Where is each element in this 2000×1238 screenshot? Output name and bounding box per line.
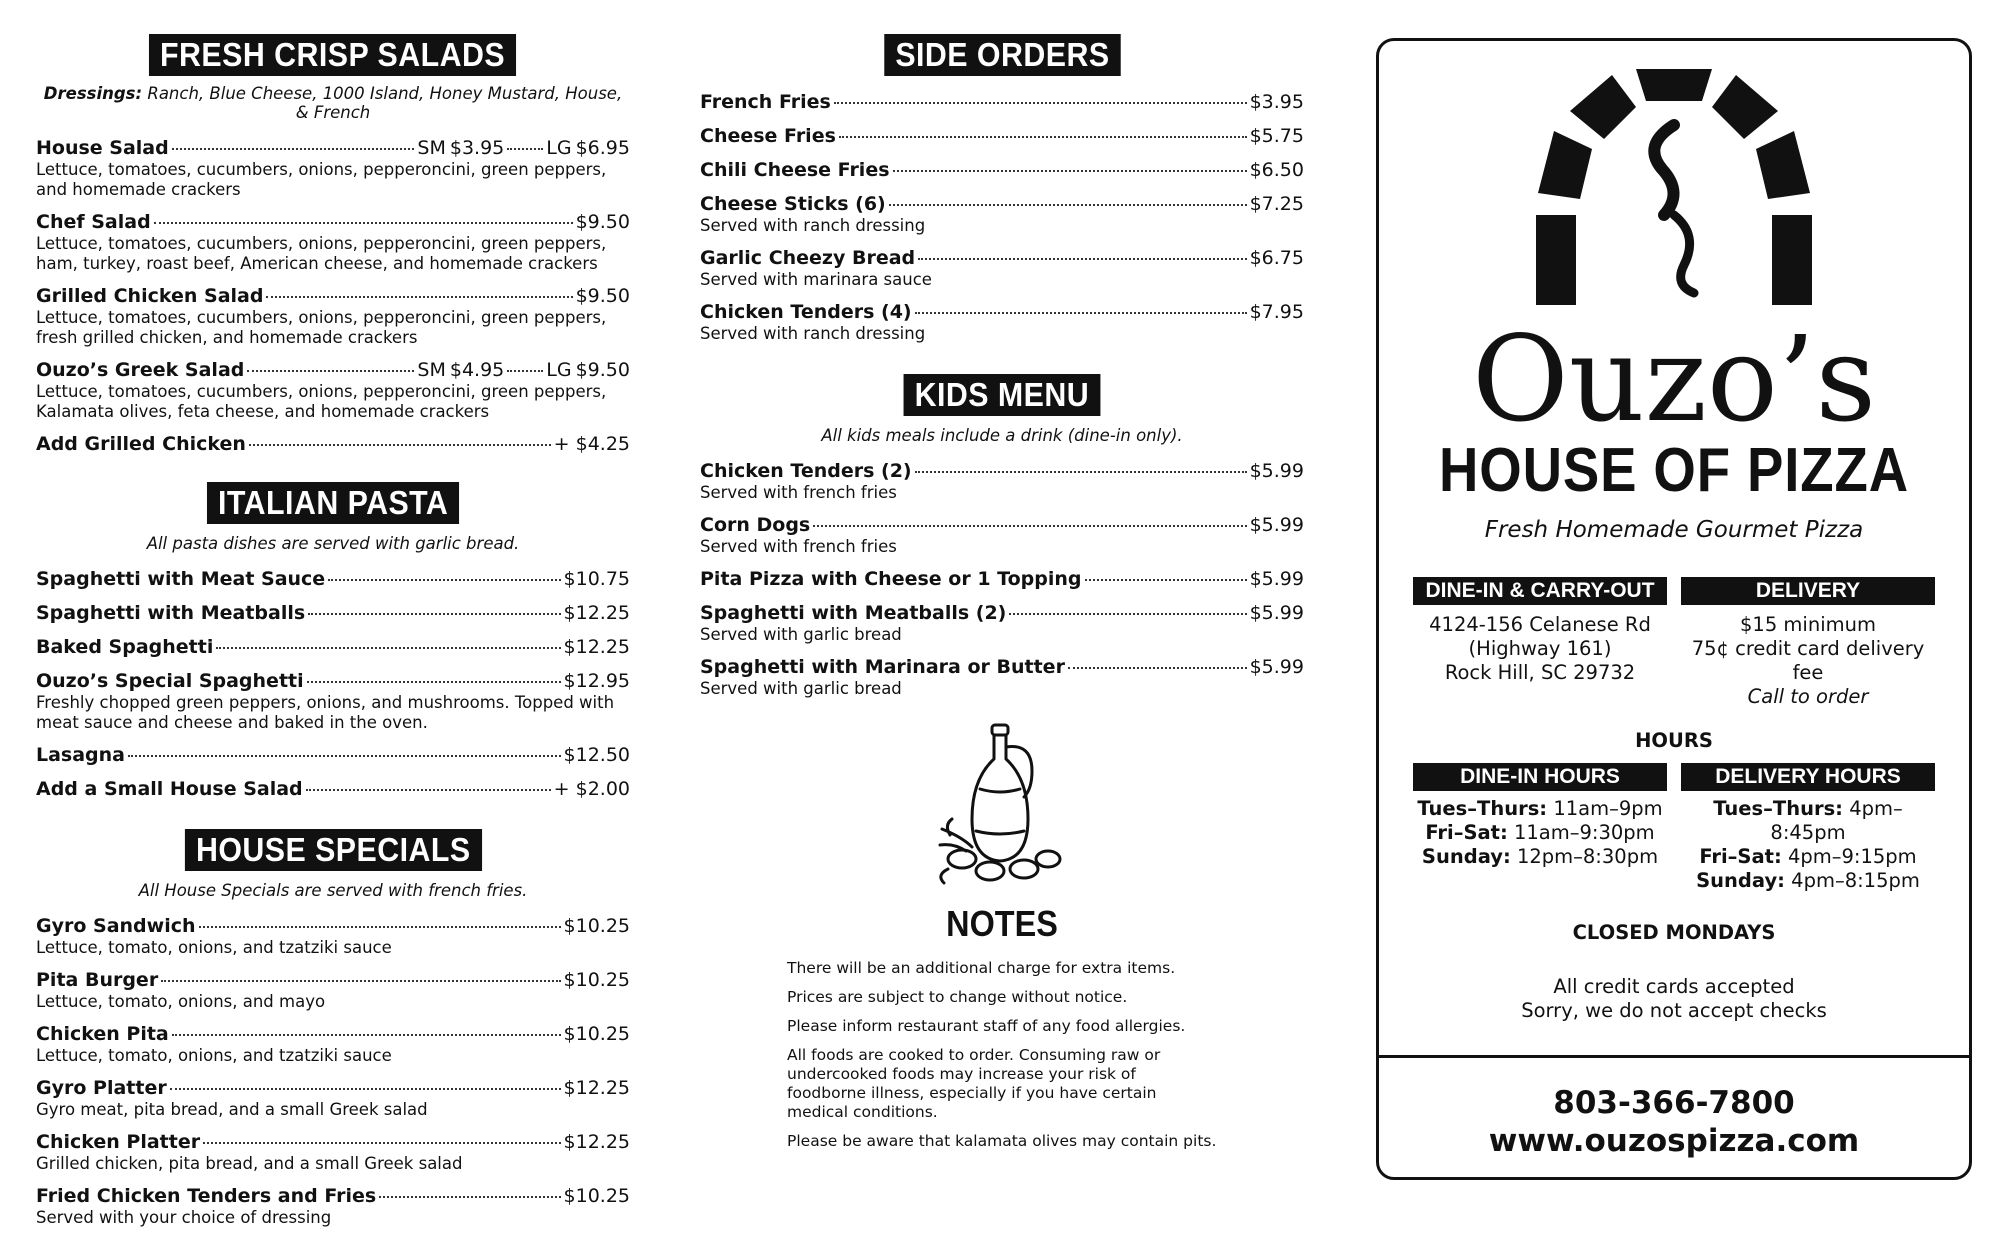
hours-time: 4pm–8:45pm bbox=[1770, 797, 1903, 844]
hours-days: Fri–Sat: bbox=[1699, 845, 1782, 868]
menu-item bbox=[700, 90, 1304, 114]
item-price: $10.25 bbox=[563, 915, 630, 937]
menu-item bbox=[36, 914, 630, 958]
call-to-order: Call to order bbox=[1747, 685, 1869, 708]
item-description: Lettuce, tomato, onions, and mayo bbox=[36, 992, 326, 1011]
item-description: Served with your choice of dressing bbox=[36, 1208, 332, 1227]
menu-item bbox=[36, 284, 630, 348]
item-price: $12.95 bbox=[563, 670, 630, 692]
menu-item bbox=[700, 158, 1304, 182]
delivery-hours-heading: DELIVERY HOURS bbox=[1681, 763, 1935, 791]
item-name: Gyro Sandwich bbox=[36, 915, 196, 937]
notes-list bbox=[787, 959, 1217, 1151]
hours-row bbox=[1681, 869, 1935, 893]
specials-title: HOUSE SPECIALS bbox=[36, 829, 630, 871]
size-label: LG bbox=[546, 137, 572, 159]
hours-row bbox=[1413, 821, 1667, 845]
hours-time: 4pm–9:15pm bbox=[1787, 845, 1917, 868]
item-price: $5.99 bbox=[1249, 460, 1304, 482]
item-description: Lettuce, tomatoes, cucumbers, onions, pepperoncini, green peppers, and homemade crackers bbox=[36, 160, 607, 199]
item-price: $5.99 bbox=[1249, 514, 1304, 536]
hours-row bbox=[1413, 797, 1667, 821]
hours-row bbox=[1681, 845, 1935, 869]
item-price: $6.75 bbox=[1249, 247, 1304, 269]
item-price: $9.50 bbox=[575, 359, 630, 381]
hours-days: Sunday: bbox=[1696, 869, 1785, 892]
item-name: Chicken Tenders (2) bbox=[700, 460, 912, 482]
item-name: Cheese Sticks (6) bbox=[700, 193, 886, 215]
item-description: Lettuce, tomatoes, cucumbers, onions, pepperoncini, green peppers, fresh grilled chicken, and homemade crackers bbox=[36, 308, 607, 347]
menu-item bbox=[36, 210, 630, 274]
item-description: Lettuce, tomatoes, cucumbers, onions, pepperoncini, green peppers, ham, turkey, roast beef, American cheese, and homemade crackers bbox=[36, 234, 607, 273]
item-description: Served with french fries bbox=[700, 483, 897, 502]
note-item: Please inform restaurant staff of any food allergies. bbox=[787, 1017, 1186, 1035]
menu-item bbox=[36, 777, 630, 801]
delivery-line: $15 minimum bbox=[1740, 613, 1876, 636]
menu-item bbox=[700, 601, 1304, 645]
menu-item bbox=[36, 432, 630, 456]
item-name: Chili Cheese Fries bbox=[700, 159, 890, 181]
menu-item bbox=[700, 655, 1304, 699]
item-description: Served with ranch dressing bbox=[700, 216, 926, 235]
menu-item bbox=[700, 513, 1304, 557]
hours-time: 11am–9:30pm bbox=[1513, 821, 1655, 844]
item-price: $12.50 bbox=[563, 744, 630, 766]
item-description: Gyro meat, pita bread, and a small Greek salad bbox=[36, 1100, 428, 1119]
delivery-box bbox=[1681, 577, 1935, 709]
menu-item bbox=[36, 567, 630, 591]
menu-item bbox=[36, 635, 630, 659]
dine-in-hours-heading: DINE-IN HOURS bbox=[1413, 763, 1667, 791]
note-item: All foods are cooked to order. Consuming raw or undercooked foods may increase your risk of foodborne illness, especially if you have certain medical conditions. bbox=[787, 1046, 1161, 1121]
item-price: $9.50 bbox=[575, 285, 630, 307]
info-panel bbox=[1376, 38, 1972, 1180]
item-price: $6.50 bbox=[1249, 159, 1304, 181]
item-name: House Salad bbox=[36, 137, 169, 159]
delivery-line: 75¢ credit card delivery fee bbox=[1691, 637, 1925, 684]
item-price-small: $4.95 bbox=[449, 359, 505, 381]
specials-list bbox=[36, 914, 630, 1228]
item-price: + $2.00 bbox=[553, 778, 630, 800]
sides-title: SIDE ORDERS bbox=[700, 34, 1304, 76]
brand-subtitle: HOUSE OF PIZZA bbox=[1438, 436, 1910, 505]
item-price: $12.25 bbox=[563, 1131, 630, 1153]
item-price: $6.95 bbox=[575, 137, 630, 159]
item-name: Ouzo’s Special Spaghetti bbox=[36, 670, 304, 692]
item-name: Baked Spaghetti bbox=[36, 636, 214, 658]
item-price: $10.75 bbox=[563, 568, 630, 590]
item-name: Garlic Cheezy Bread bbox=[700, 247, 916, 269]
item-price: $3.95 bbox=[1249, 91, 1304, 113]
item-name: French Fries bbox=[700, 91, 831, 113]
size-label: SM bbox=[417, 137, 446, 159]
pasta-note: All pasta dishes are served with garlic bread. bbox=[146, 534, 520, 553]
menu-item bbox=[36, 743, 630, 767]
hours-days: Tues–Thurs: bbox=[1417, 797, 1548, 820]
size-label: LG bbox=[546, 359, 572, 381]
item-description: Lettuce, tomato, onions, and tzatziki sauce bbox=[36, 938, 392, 957]
note-item: Please be aware that kalamata olives may contain pits. bbox=[787, 1132, 1217, 1150]
item-name: Add a Small House Salad bbox=[36, 778, 303, 800]
website-link[interactable]: www.ouzospizza.com bbox=[1488, 1123, 1860, 1159]
dine-in-hours-box bbox=[1413, 763, 1667, 893]
menu-item bbox=[700, 246, 1304, 290]
item-name: Fried Chicken Tenders and Fries bbox=[36, 1185, 377, 1207]
item-price: $12.25 bbox=[563, 602, 630, 624]
menu-item bbox=[36, 669, 630, 733]
item-description: Served with french fries bbox=[700, 537, 897, 556]
note-item: There will be an additional charge for extra items. bbox=[787, 959, 1176, 977]
item-description: Grilled chicken, pita bread, and a small Greek salad bbox=[36, 1154, 463, 1173]
hours-time: 11am–9pm bbox=[1553, 797, 1663, 820]
menu-item bbox=[36, 1076, 630, 1120]
item-price: $10.25 bbox=[563, 1023, 630, 1045]
pizza-oven-arch-icon bbox=[1379, 41, 1969, 309]
item-name: Cheese Fries bbox=[700, 125, 836, 147]
item-price: $10.25 bbox=[563, 1185, 630, 1207]
menu-item bbox=[36, 1022, 630, 1066]
menu-item bbox=[36, 968, 630, 1012]
payment-line: Sorry, we do not accept checks bbox=[1521, 999, 1827, 1022]
hours-days: Tues–Thurs: bbox=[1713, 797, 1843, 820]
menu-item bbox=[36, 1130, 630, 1174]
hours-time: 12pm–8:30pm bbox=[1516, 845, 1659, 868]
item-name: Spaghetti with Meat Sauce bbox=[36, 568, 326, 590]
salads-title: FRESH CRISP SALADS bbox=[36, 34, 630, 76]
hours-days: Sunday: bbox=[1421, 845, 1511, 868]
menu-item bbox=[700, 459, 1304, 503]
item-description: Freshly chopped green peppers, onions, and mushrooms. Topped with meat sauce and cheese and baked in the oven. bbox=[36, 693, 615, 732]
notes-title: NOTES bbox=[946, 903, 1058, 944]
menu-item bbox=[36, 601, 630, 625]
dressings-note: Dressings: Ranch, Blue Cheese, 1000 Island, Honey Mustard, House, & French bbox=[43, 84, 623, 122]
phone-number: 803-366-7800 bbox=[1553, 1085, 1795, 1121]
item-name: Spaghetti with Marinara or Butter bbox=[700, 656, 1065, 678]
hours-time: 4pm–8:15pm bbox=[1791, 869, 1920, 892]
item-price: $5.75 bbox=[1249, 125, 1304, 147]
item-price: $12.25 bbox=[563, 1077, 630, 1099]
payment-line: All credit cards accepted bbox=[1553, 975, 1795, 998]
item-name: Gyro Platter bbox=[36, 1077, 167, 1099]
hours-row bbox=[1681, 797, 1935, 845]
item-description: Served with marinara sauce bbox=[700, 270, 932, 289]
brand-tagline: Fresh Homemade Gourmet Pizza bbox=[1484, 517, 1864, 543]
menu-item bbox=[700, 567, 1304, 591]
item-price: $5.99 bbox=[1249, 656, 1304, 678]
dine-in-heading: DINE-IN & CARRY-OUT bbox=[1413, 577, 1667, 605]
item-price: $10.25 bbox=[563, 969, 630, 991]
size-label: SM bbox=[417, 359, 446, 381]
item-price: $9.50 bbox=[575, 211, 630, 233]
delivery-heading: DELIVERY bbox=[1681, 577, 1935, 605]
hours-title: HOURS bbox=[1635, 729, 1713, 752]
kids-note: All kids meals include a drink (dine-in only). bbox=[821, 426, 1183, 445]
item-name: Corn Dogs bbox=[700, 514, 811, 536]
menu-column-middle bbox=[700, 0, 1304, 1161]
item-description: Served with garlic bread bbox=[700, 679, 902, 698]
hours-row bbox=[1413, 845, 1667, 869]
dine-in-box bbox=[1413, 577, 1667, 709]
item-name: Chicken Platter bbox=[36, 1131, 201, 1153]
menu-item bbox=[36, 136, 630, 200]
item-name: Lasagna bbox=[36, 744, 126, 766]
item-name: Grilled Chicken Salad bbox=[36, 285, 264, 307]
item-price: $7.95 bbox=[1249, 301, 1304, 323]
specials-note: All House Specials are served with french fries. bbox=[138, 881, 528, 900]
kids-list bbox=[700, 459, 1304, 699]
item-name: Chicken Pita bbox=[36, 1023, 169, 1045]
menu-item bbox=[36, 1184, 630, 1228]
item-name: Spaghetti with Meatballs (2) bbox=[700, 602, 1007, 624]
item-price-small: $3.95 bbox=[449, 137, 505, 159]
item-description: Lettuce, tomatoes, cucumbers, onions, pepperoncini, green peppers, Kalamata olives, feta cheese, and homemade crackers bbox=[36, 382, 607, 421]
address-line: Rock Hill, SC 29732 bbox=[1444, 661, 1636, 684]
brand-name: Ouzo’s bbox=[1471, 310, 1876, 448]
menu-item bbox=[700, 124, 1304, 148]
hours-days: Fri–Sat: bbox=[1425, 821, 1508, 844]
item-description: Served with garlic bread bbox=[700, 625, 902, 644]
item-price: $7.25 bbox=[1249, 193, 1304, 215]
address-line: (Highway 161) bbox=[1468, 637, 1612, 660]
salads-list bbox=[36, 136, 630, 456]
item-description: Lettuce, tomato, onions, and tzatziki sauce bbox=[36, 1046, 392, 1065]
item-price: + $4.25 bbox=[553, 433, 630, 455]
olive-oil-bottle-icon bbox=[700, 719, 1304, 893]
closed-notice: CLOSED MONDAYS bbox=[1572, 921, 1776, 944]
note-item: Prices are subject to change without notice. bbox=[787, 988, 1128, 1006]
item-name: Ouzo’s Greek Salad bbox=[36, 359, 245, 381]
item-price: $5.99 bbox=[1249, 568, 1304, 590]
item-name: Chicken Tenders (4) bbox=[700, 301, 912, 323]
item-price: $12.25 bbox=[563, 636, 630, 658]
delivery-hours-box bbox=[1681, 763, 1935, 893]
item-description: Served with ranch dressing bbox=[700, 324, 926, 343]
menu-item bbox=[700, 192, 1304, 236]
sides-list bbox=[700, 90, 1304, 344]
item-price: $5.99 bbox=[1249, 602, 1304, 624]
pasta-title: ITALIAN PASTA bbox=[36, 482, 630, 524]
menu-item bbox=[36, 358, 630, 422]
item-name: Spaghetti with Meatballs bbox=[36, 602, 306, 624]
item-name: Pita Burger bbox=[36, 969, 159, 991]
menu-item bbox=[700, 300, 1304, 344]
item-name: Add Grilled Chicken bbox=[36, 433, 246, 455]
address-line: 4124-156 Celanese Rd bbox=[1429, 613, 1651, 636]
item-name: Pita Pizza with Cheese or 1 Topping bbox=[700, 568, 1082, 590]
item-name: Chef Salad bbox=[36, 211, 151, 233]
pasta-list bbox=[36, 567, 630, 801]
kids-title: KIDS MENU bbox=[700, 374, 1304, 416]
menu-column-left bbox=[36, 0, 630, 1238]
